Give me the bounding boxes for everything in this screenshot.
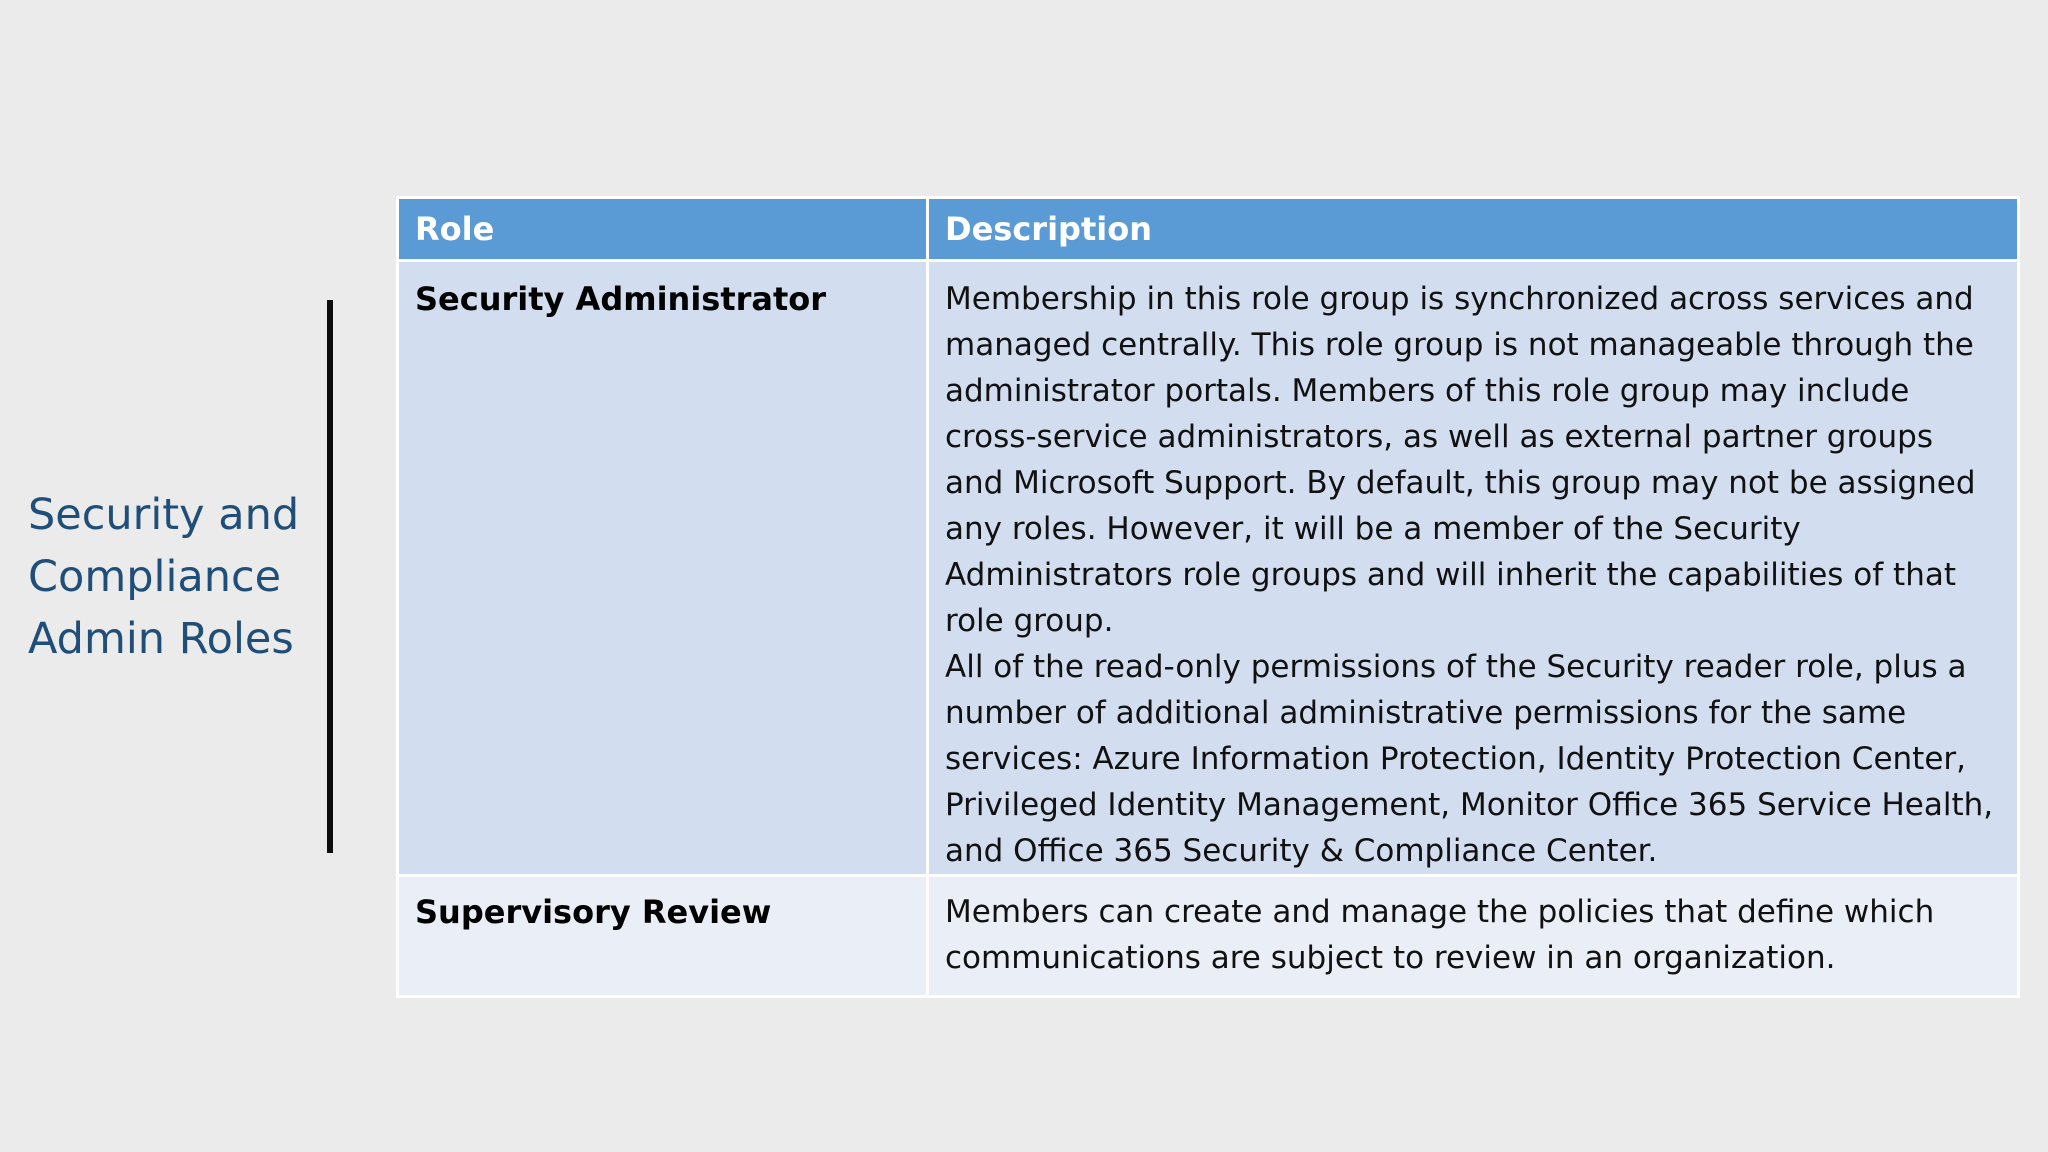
role-name: Security Administrator — [415, 280, 827, 318]
roles-table — [396, 196, 2020, 998]
table-row — [398, 876, 2019, 997]
column-header-description: Description — [928, 198, 2019, 261]
role-name: Supervisory Review — [415, 893, 772, 931]
role-cell — [398, 261, 928, 876]
slide-title-line: Admin Roles — [28, 614, 294, 664]
description-paragraph: All of the read-only permissions of the Security reader role, plus a number of additional administrative permissions for the same services: Azure Information Protection, Identity Protection Center, Privileged Identity Management, Monitor Office 365 Service Health, and Office 365 Security & Compliance Center. — [945, 649, 1994, 869]
vertical-divider — [327, 300, 333, 853]
slide-title-line: Security and — [28, 490, 300, 540]
description-paragraph: Membership in this role group is synchronized across services and managed centrally. This role group is not manageable through the administrator portals. Members of this role group may include cross-service administrators, as well as external partner groups and Microsoft Support. By default, this group may not be assigned any roles. However, it will be a member of the Security Administrators role groups and will inherit the capabilities of that role group. — [945, 281, 1976, 639]
slide-title-line: Compliance — [28, 552, 282, 602]
slide-title — [28, 484, 318, 670]
role-cell — [398, 876, 928, 997]
description-paragraph: Members can create and manage the policies that define which communications are subject to review in an organization. — [945, 894, 1935, 976]
column-header-role: Role — [398, 198, 928, 261]
description-cell — [928, 876, 2019, 997]
table-header-row — [398, 198, 2019, 261]
table-row — [398, 261, 2019, 876]
description-cell — [928, 261, 2019, 876]
